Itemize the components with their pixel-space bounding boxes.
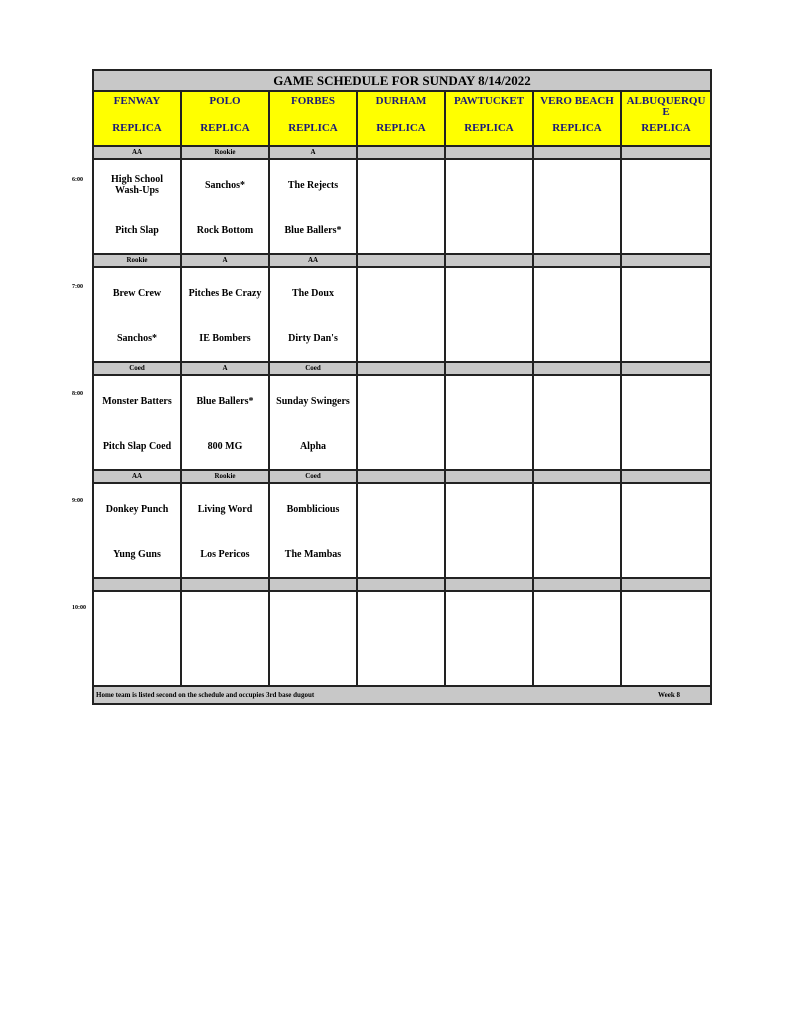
away-team	[358, 604, 444, 630]
home-team	[182, 651, 268, 673]
time-slots	[94, 145, 710, 685]
field-header-fenway	[94, 92, 182, 145]
division-label	[534, 255, 622, 266]
home-team: Pitch Slap	[115, 224, 159, 236]
away-team	[446, 496, 532, 522]
game-cell	[94, 268, 182, 361]
game-cell	[534, 592, 622, 685]
away-team	[622, 172, 710, 198]
field-name: FENWAY	[113, 95, 161, 107]
game-cell	[270, 484, 358, 577]
home-team	[622, 435, 710, 457]
field-name: DURHAM	[375, 95, 427, 107]
field-header-vero-beach	[534, 92, 622, 145]
away-team: Monster Batters	[102, 395, 172, 407]
home-team	[622, 543, 710, 565]
division-label	[446, 255, 534, 266]
away-team: The Rejects	[287, 179, 339, 191]
division-label	[94, 579, 182, 590]
home-team: Yung Guns	[113, 548, 161, 560]
home-team	[622, 651, 710, 673]
game-row	[94, 376, 710, 469]
game-cell	[182, 268, 270, 361]
division-label	[446, 579, 534, 590]
game-cell	[270, 592, 358, 685]
game-cell	[534, 376, 622, 469]
game-cell	[182, 160, 270, 253]
away-team	[358, 280, 444, 306]
field-header-pawtucket	[446, 92, 534, 145]
away-team	[94, 604, 180, 630]
game-row	[94, 592, 710, 685]
field-header-forbes	[270, 92, 358, 145]
home-team	[358, 435, 444, 457]
game-cell	[270, 160, 358, 253]
home-team	[446, 219, 532, 241]
game-row	[94, 484, 710, 577]
game-cell	[446, 484, 534, 577]
division-row	[94, 361, 710, 376]
away-team	[534, 604, 620, 630]
game-cell	[534, 268, 622, 361]
away-team	[358, 172, 444, 198]
game-cell	[446, 592, 534, 685]
division-label	[182, 579, 270, 590]
away-team	[446, 388, 532, 414]
field-name: POLO	[209, 95, 241, 107]
field-header-albuquerque	[622, 92, 710, 145]
field-subtitle: REPLICA	[288, 122, 338, 134]
home-team	[358, 543, 444, 565]
home-team	[534, 219, 620, 241]
division-label	[622, 255, 710, 266]
field-name: FORBES	[290, 95, 335, 107]
game-row	[94, 160, 710, 253]
home-team	[446, 435, 532, 457]
away-team	[446, 172, 532, 198]
game-cell	[622, 484, 710, 577]
schedule-title: GAME SCHEDULE FOR SUNDAY 8/14/2022	[94, 71, 710, 92]
division-row	[94, 577, 710, 592]
home-team: IE Bombers	[199, 332, 251, 344]
schedule-sheet	[92, 69, 712, 705]
division-label	[446, 147, 534, 158]
game-cell	[622, 268, 710, 361]
division-label	[622, 363, 710, 374]
division-row	[94, 253, 710, 268]
home-team	[622, 219, 710, 241]
home-team	[534, 435, 620, 457]
away-team	[534, 172, 620, 198]
division-label: Coed	[270, 363, 358, 374]
away-team: Bomblicious	[286, 503, 340, 515]
home-team	[534, 543, 620, 565]
division-label: AA	[94, 147, 182, 158]
game-cell	[270, 376, 358, 469]
game-cell	[182, 484, 270, 577]
division-label	[358, 363, 446, 374]
away-team: The Doux	[292, 287, 334, 299]
game-cell	[182, 376, 270, 469]
division-label	[446, 363, 534, 374]
home-team	[446, 543, 532, 565]
game-cell	[358, 592, 446, 685]
home-team: Blue Ballers*	[284, 224, 342, 236]
away-team: Donkey Punch	[105, 503, 169, 515]
division-label: A	[182, 255, 270, 266]
division-label: AA	[270, 255, 358, 266]
home-team	[446, 327, 532, 349]
division-label	[358, 579, 446, 590]
division-label	[358, 471, 446, 482]
home-team	[94, 651, 180, 673]
away-team	[358, 496, 444, 522]
away-team: Living Word	[197, 503, 253, 515]
home-team	[622, 327, 710, 349]
home-team: Sanchos*	[116, 332, 157, 344]
away-team: Sanchos*	[204, 179, 245, 191]
division-label: Rookie	[182, 471, 270, 482]
game-row	[94, 268, 710, 361]
home-team: Los Pericos	[200, 548, 250, 560]
home-team	[446, 651, 532, 673]
game-cell	[534, 484, 622, 577]
away-team	[270, 604, 356, 630]
field-header-row	[94, 92, 710, 145]
home-team: Dirty Dan's	[288, 332, 338, 344]
away-team	[534, 388, 620, 414]
game-cell	[622, 376, 710, 469]
game-cell	[358, 484, 446, 577]
division-label: Coed	[270, 471, 358, 482]
game-cell	[94, 160, 182, 253]
away-team: Sunday Swingers	[276, 395, 350, 407]
field-name: PAWTUCKET	[453, 95, 525, 107]
field-subtitle: REPLICA	[112, 122, 162, 134]
away-team: Blue Ballers*	[196, 395, 254, 407]
field-subtitle: REPLICA	[641, 122, 691, 134]
division-label: Rookie	[182, 147, 270, 158]
time-label: 7:00	[72, 284, 83, 290]
home-team: The Mambas	[284, 548, 342, 560]
time-label: 10:00	[72, 605, 86, 611]
field-subtitle: REPLICA	[376, 122, 426, 134]
division-label	[622, 147, 710, 158]
division-label	[358, 147, 446, 158]
time-label: 8:00	[72, 391, 83, 397]
game-cell	[358, 376, 446, 469]
away-team	[446, 280, 532, 306]
division-label: AA	[94, 471, 182, 482]
field-header-durham	[358, 92, 446, 145]
division-label: A	[182, 363, 270, 374]
home-team	[534, 327, 620, 349]
away-team	[622, 388, 710, 414]
home-team: 800 MG	[207, 440, 243, 452]
division-label	[446, 471, 534, 482]
away-team	[358, 388, 444, 414]
away-team	[534, 496, 620, 522]
game-cell	[94, 484, 182, 577]
home-team-note: Home team is listed second on the schedule and occupies 3rd base dugout	[96, 691, 315, 699]
home-team: Rock Bottom	[196, 224, 254, 236]
schedule-footer	[94, 685, 710, 703]
time-label: 6:00	[72, 177, 83, 183]
field-subtitle: REPLICA	[552, 122, 602, 134]
home-team	[534, 651, 620, 673]
division-label	[534, 363, 622, 374]
game-cell	[94, 592, 182, 685]
away-team	[622, 604, 710, 630]
away-team	[622, 280, 710, 306]
home-team	[358, 651, 444, 673]
game-cell	[622, 160, 710, 253]
week-label: Week 8	[658, 691, 680, 699]
division-label	[358, 255, 446, 266]
game-cell	[446, 268, 534, 361]
division-label: Coed	[94, 363, 182, 374]
home-team	[358, 327, 444, 349]
field-subtitle: REPLICA	[200, 122, 250, 134]
away-team: Brew Crew	[112, 287, 162, 299]
game-cell	[94, 376, 182, 469]
field-name: ALBUQUERQUE	[626, 95, 706, 118]
field-header-polo	[182, 92, 270, 145]
away-team: High School Wash-Ups	[111, 174, 163, 196]
time-label: 9:00	[72, 498, 83, 504]
field-subtitle: REPLICA	[464, 122, 514, 134]
field-name: VERO BEACH	[540, 95, 614, 107]
home-team	[358, 219, 444, 241]
away-team	[622, 496, 710, 522]
game-cell	[534, 160, 622, 253]
division-label	[534, 147, 622, 158]
game-cell	[622, 592, 710, 685]
game-cell	[446, 376, 534, 469]
division-row	[94, 145, 710, 160]
division-label	[534, 579, 622, 590]
home-team: Pitch Slap Coed	[102, 440, 172, 452]
away-team	[182, 604, 268, 630]
game-cell	[358, 268, 446, 361]
away-team	[446, 604, 532, 630]
division-label: Rookie	[94, 255, 182, 266]
game-cell	[446, 160, 534, 253]
division-row	[94, 469, 710, 484]
game-cell	[358, 160, 446, 253]
away-team: Pitches Be Crazy	[188, 287, 262, 299]
division-label	[622, 471, 710, 482]
game-cell	[182, 592, 270, 685]
away-team	[534, 280, 620, 306]
division-label	[622, 579, 710, 590]
game-cell	[270, 268, 358, 361]
division-label	[270, 579, 358, 590]
division-label: A	[270, 147, 358, 158]
division-label	[534, 471, 622, 482]
home-team: Alpha	[299, 440, 327, 452]
home-team	[270, 651, 356, 673]
